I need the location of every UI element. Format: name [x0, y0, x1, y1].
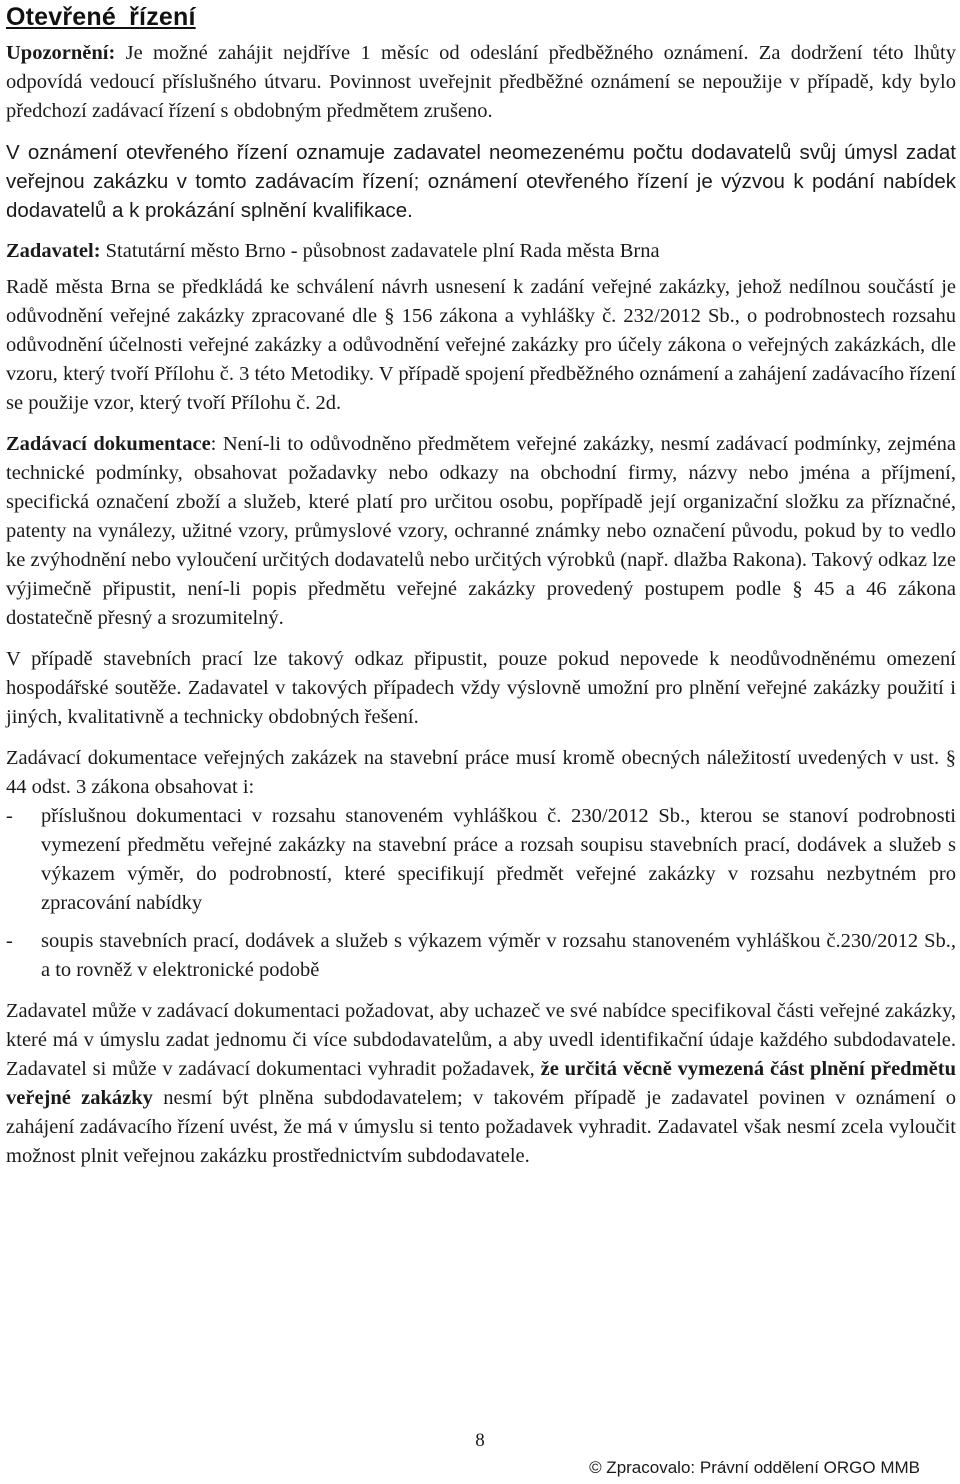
list-item	[6, 802, 956, 918]
list-dash: -	[6, 930, 13, 952]
warning-paragraph	[6, 39, 956, 126]
requirements-list	[6, 802, 956, 985]
list-item-text: příslušnou dokumentaci v rozsahu stanoveném vyhláškou č. 230/2012 Sb., kterou se stanoví podrobnosti vymezení předmětu veřejné zakázky na stavební práce a rozsah soupisu stavebních prací, dodávek a služeb s výkazem výměr, do podrobností, které specifikují předmět veřejné zakázky v rozsahu nezbytném pro zpracování nabídky	[41, 805, 956, 914]
list-item	[6, 927, 956, 985]
subcontract-text-after: nesmí být plněna subdodavatelem; v takovém případě je zadavatel povinen v oznámení o zahájení zadávacího řízení uvést, že má v úmyslu si tento požadavek vyhradit. Zadavatel však nesmí zcela vyloučit možnost plnit veřejnou zakázku prostřednictvím subdodavatele.	[6, 1087, 956, 1167]
section-heading: Otevřené řízení	[6, 3, 196, 31]
document-page	[6, 0, 956, 1171]
contracting-authority-text: Statutární město Brno - působnost zadavatele plní Rada města Brna	[100, 240, 660, 262]
warning-text: Je možné zahájit nejdříve 1 měsíc od odeslání předběžného oznámení. Za dodržení této lhůty odpovídá vedoucí příslušného útvaru. Povinnost uveřejnit předběžné oznámení se nepoužije v případě, kdy bylo předchozí zadávací řízení s obdobným předmětem zrušeno.	[6, 42, 956, 122]
council-paragraph: Radě města Brna se předkládá ke schválení návrh usnesení k zadání veřejné zakázky, jehož nedílnou součástí je odůvodnění veřejné zakázky zpracované dle § 156 zákona a vyhlášky č. 232/2012 Sb., o podrobnostech rozsahu odůvodnění účelnosti veřejné zakázky a odůvodnění veřejné zakázky pro účely zákona o veřejných zakázkách, dle vzoru, který tvoří Přílohu č. 3 této Metodiky. V případě spojení předběžného oznámení a zahájení zadávacího řízení se použije vzor, který tvoří Přílohu č. 2d.	[6, 276, 956, 414]
subcontract-paragraph	[6, 997, 956, 1171]
subcontract-text-before: Zadavatel může v zadávací dokumentaci požadovat, aby uchazeč ve své nabídce specifikoval části veřejné zakázky, které má v úmyslu zadat jednomu či více subdodavatelům, a aby uvedl identifikační údaje každého subdodavatele. Zadavatel si může v zadávací dokumentaci vyhradit požadavek,	[6, 1000, 956, 1080]
tender-documents-text: : Není-li to odůvodněno předmětem veřejné zakázky, nesmí zadávací podmínky, zejména technické podmínky, obsahovat požadavky nebo odkazy na obchodní firmy, názvy nebo jména a příjmení, specifická označení zboží a služeb, které platí pro určitou osobu, popřípadě její organizační složku za příznačné, patenty na vynálezy, užitné vzory, průmyslové vzory, ochranné známky nebo označení původu, pokud by to vedlo ke zvýhodnění nebo vyloučení určitých dodavatelů nebo určitých výrobků (např. dlažba Rakona). Takový odkaz lze výjimečně připustit, není-li popis předmětu veřejné zakázky provedený postupem podle § 45 a 46 zákona dostatečně přesný a srozumitelný.	[6, 433, 956, 629]
tender-documents-paragraph	[6, 430, 956, 633]
footer-credit: © Zpracovalo: Právní oddělení ORGO MMB	[589, 1458, 920, 1477]
page-number: 8	[475, 1430, 485, 1451]
construction-paragraph: V případě stavebních prací lze takový odkaz připustit, pouze pokud nepovede k neodůvodněnému omezení hospodářské soutěže. Zadavatel v takových případech vždy výslovně umožní pro plnění veřejné zakázky použití i jiných, kvalitativně a technicky obdobných řešení.	[6, 648, 956, 728]
list-dash: -	[6, 805, 13, 827]
contracting-authority-paragraph	[6, 237, 956, 266]
intro-paragraph: V oznámení otevřeného řízení oznamuje zadavatel neomezenému počtu dodavatelů svůj úmysl zadat veřejnou zakázku v tomto zadávacím řízení; oznámení otevřeného řízení je výzvou k podání nabídek dodavatelů a k prokázání splnění kvalifikace.	[6, 141, 956, 222]
tender-documents-label: Zadávací dokumentace	[6, 433, 211, 455]
subcontract-text-bold: že určitá věcně vymezená část plnění předmětu veřejné zakázky	[6, 1058, 956, 1109]
warning-label: Upozornění:	[6, 42, 116, 64]
construction-docs-paragraph: Zadávací dokumentace veřejných zakázek na stavební práce musí kromě obecných náležitostí uvedených v ust. § 44 odst. 3 zákona obsahovat i:	[6, 747, 956, 798]
contracting-authority-label: Zadavatel:	[6, 240, 101, 262]
list-item-text: soupis stavebních prací, dodávek a služeb s výkazem výměr v rozsahu stanoveném vyhláškou č.230/2012 Sb., a to rovněž v elektronické podobě	[41, 930, 956, 981]
